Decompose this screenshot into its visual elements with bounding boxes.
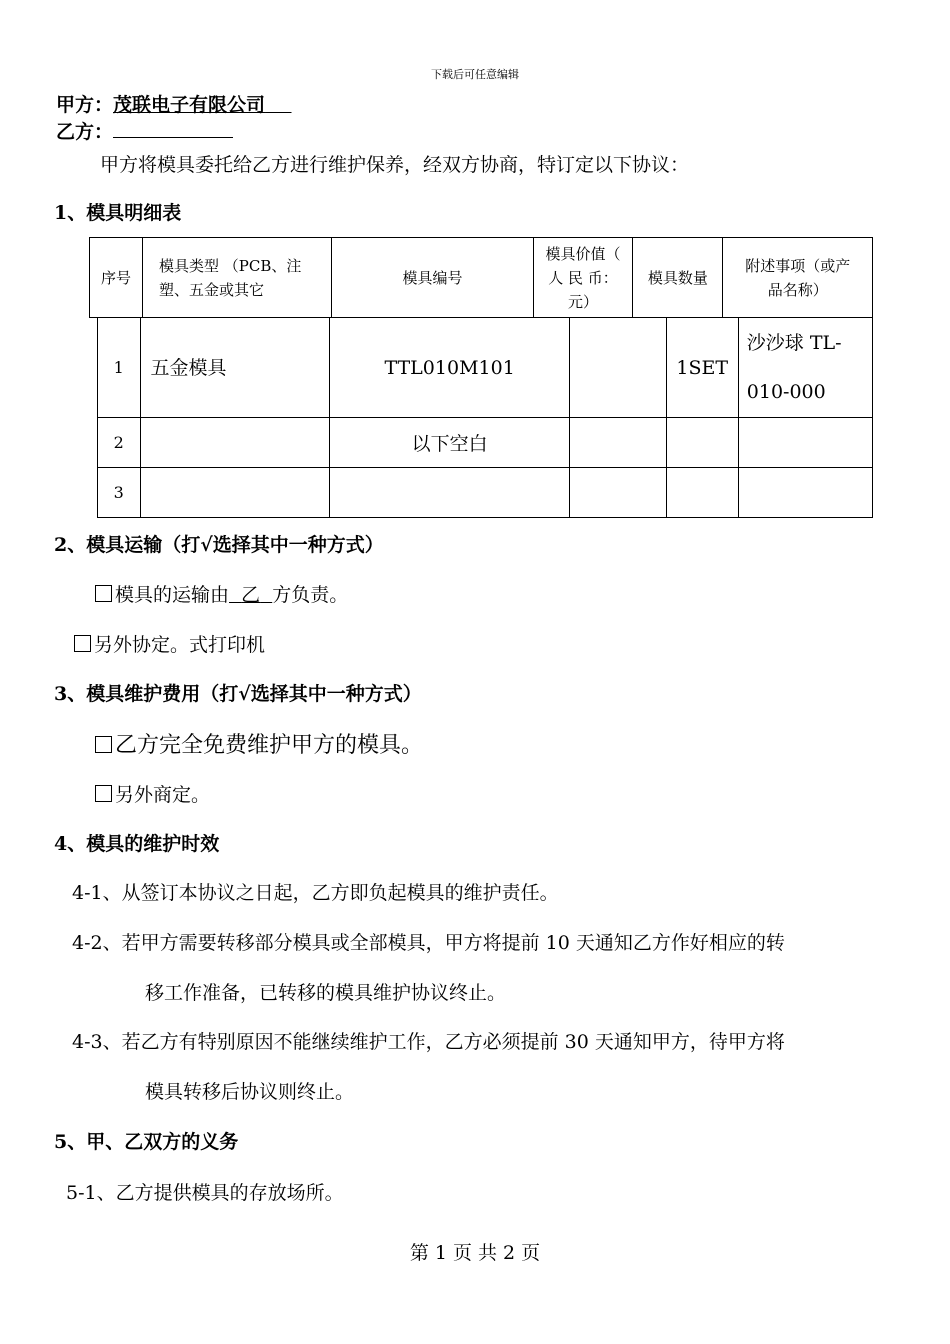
cell-mold-value bbox=[570, 468, 667, 518]
party-a-line bbox=[56, 90, 292, 117]
cell-serial: 2 bbox=[98, 418, 141, 468]
section4-title: 4、模具的维护时效 bbox=[54, 833, 220, 855]
header-mold-qty: 模具数量 bbox=[633, 238, 723, 318]
cell-mold-type: 五金模具 bbox=[140, 318, 330, 418]
section5-title: 5、甲、乙双方的义务 bbox=[54, 1131, 239, 1153]
clause-4-2-line1: 4-2、若甲方需要转移部分模具或全部模具，甲方将提前 10 天通知乙方作好相应的转 bbox=[72, 932, 785, 954]
cell-mold-qty bbox=[666, 468, 738, 518]
cell-serial: 1 bbox=[98, 318, 141, 418]
party-b-line bbox=[56, 117, 233, 144]
transport-option-1: 模具的运输由 乙 方负责。 bbox=[95, 580, 348, 607]
table-row bbox=[98, 318, 873, 418]
cell-mold-number: TTL010M101 bbox=[330, 318, 570, 418]
clause-4-2-line2: 移工作准备，已转移的模具维护协议终止。 bbox=[145, 982, 507, 1004]
checkbox-fee-1[interactable] bbox=[95, 736, 112, 753]
cell-remarks bbox=[738, 418, 872, 468]
cell-remarks bbox=[738, 468, 872, 518]
cell-mold-type bbox=[140, 418, 330, 468]
mold-table-body bbox=[97, 317, 873, 518]
clause-4-1: 4-1、从签订本协议之日起，乙方即负起模具的维护责任。 bbox=[72, 882, 559, 904]
party-a-value: 茂联电子有限公司 bbox=[113, 94, 266, 116]
transport-fill: 乙 bbox=[241, 584, 261, 606]
cell-mold-value bbox=[570, 418, 667, 468]
party-b-label: 乙方： bbox=[56, 121, 114, 143]
checkbox-transport-2[interactable] bbox=[74, 635, 91, 652]
checkbox-fee-2[interactable] bbox=[95, 785, 112, 802]
section1-title: 1、模具明细表 bbox=[54, 202, 182, 224]
intro-text: 甲方将模具委托给乙方进行维护保养，经双方协商，特订定以下协议： bbox=[100, 154, 690, 176]
cell-mold-type bbox=[140, 468, 330, 518]
cell-serial: 3 bbox=[98, 468, 141, 518]
page-footer: 第 1 页 共 2 页 bbox=[409, 1242, 541, 1264]
checkbox-transport-1[interactable] bbox=[95, 585, 112, 602]
header-note: 下载后可任意编辑 bbox=[431, 68, 519, 81]
clause-4-3-line2: 模具转移后协议则终止。 bbox=[145, 1081, 355, 1103]
cell-mold-qty bbox=[666, 418, 738, 468]
mold-table-header bbox=[89, 237, 873, 318]
header-mold-number: 模具编号 bbox=[332, 238, 533, 318]
cell-remarks: 沙沙球 TL-010-000 bbox=[738, 318, 872, 418]
header-mold-type: 模具类型 （PCB、注塑、五金或其它 bbox=[143, 238, 332, 318]
header-remarks: 附述事项（或产品名称） bbox=[723, 238, 873, 318]
fee-option-2: 另外商定。 bbox=[95, 780, 210, 807]
header-serial: 序号 bbox=[90, 238, 143, 318]
transport-option-2: 另外协定。式打印机 bbox=[74, 630, 265, 657]
section3-title: 3、模具维护费用（打√选择其中一种方式） bbox=[54, 683, 422, 705]
table-row bbox=[98, 418, 873, 468]
header-mold-value: 模具价值（ 人 民 币：元） bbox=[533, 238, 633, 318]
cell-mold-number bbox=[330, 468, 570, 518]
cell-mold-value bbox=[570, 318, 667, 418]
clause-5-1: 5-1、乙方提供模具的存放场所。 bbox=[66, 1182, 344, 1204]
cell-mold-qty: 1SET bbox=[666, 318, 738, 418]
section2-title: 2、模具运输（打√选择其中一种方式） bbox=[54, 534, 384, 556]
party-a-label: 甲方： bbox=[56, 94, 114, 116]
clause-4-3-line1: 4-3、若乙方有特别原因不能继续维护工作，乙方必须提前 30 天通知甲方，待甲方将 bbox=[72, 1031, 785, 1053]
cell-mold-number: 以下空白 bbox=[330, 418, 570, 468]
fee-option-1: 乙方完全免费维护甲方的模具。 bbox=[95, 728, 423, 759]
party-b-blank bbox=[113, 119, 233, 138]
table-row bbox=[98, 468, 873, 518]
